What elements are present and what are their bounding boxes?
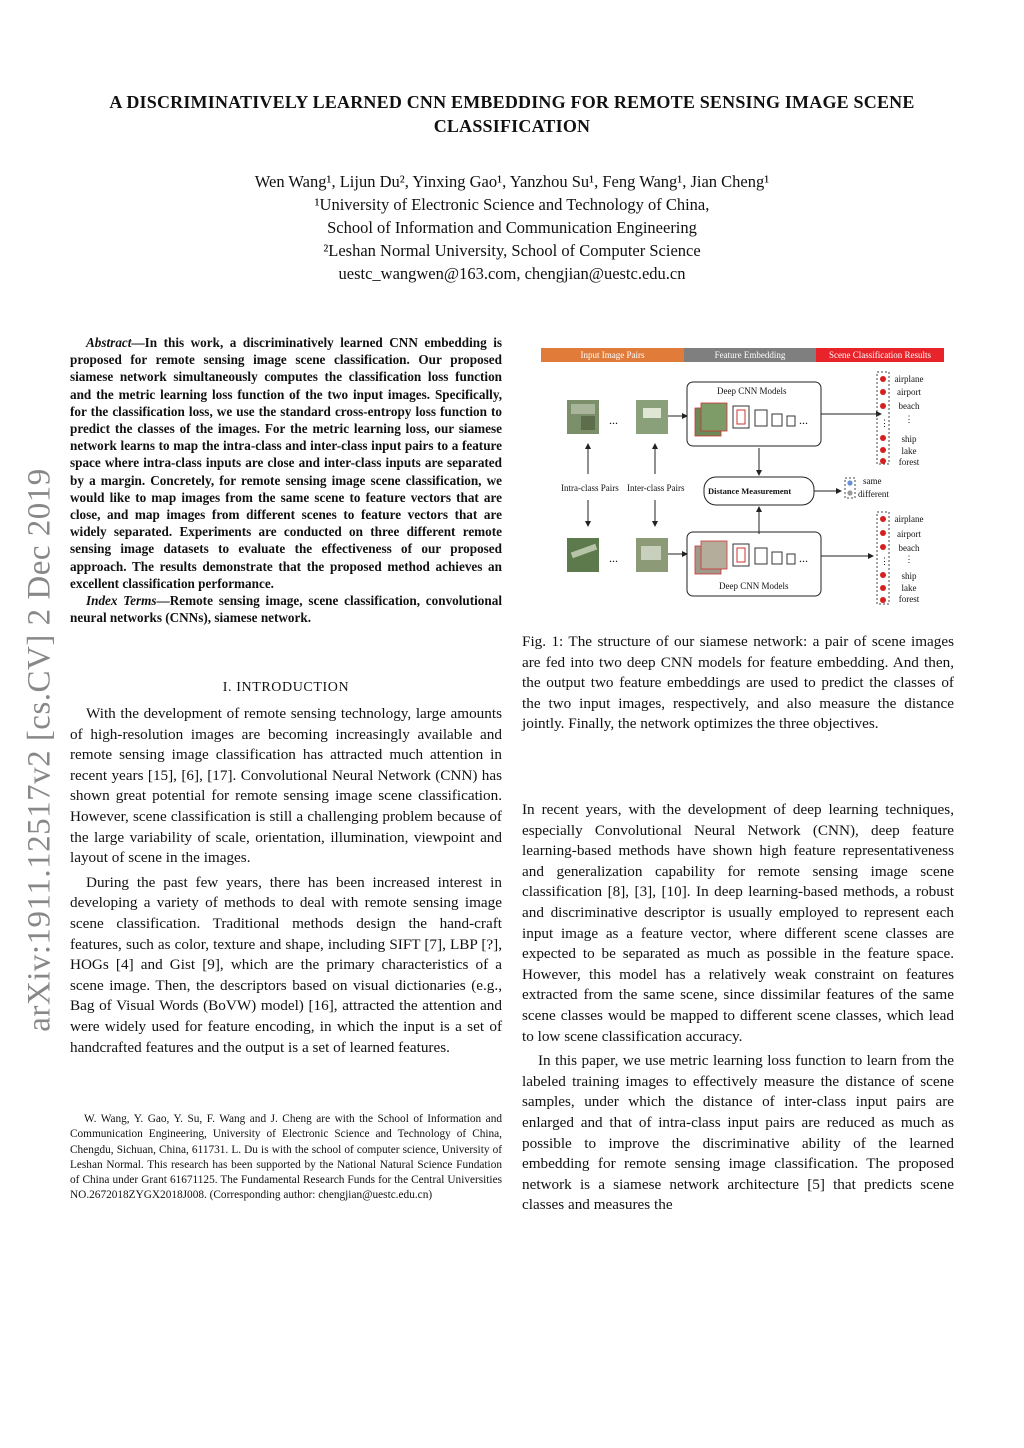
header-input-pairs: Input Image Pairs bbox=[541, 348, 684, 362]
affiliation-1-school: School of Information and Communication Engineering bbox=[327, 218, 697, 237]
same-label: same bbox=[863, 476, 882, 486]
svg-text:...: ... bbox=[799, 413, 808, 427]
bottom-cnn-label: Deep CNN Models bbox=[719, 581, 789, 591]
top-images-ellipsis: ... bbox=[609, 413, 618, 427]
intro-paragraph-1: With the development of remote sensing technology, large amounts of high-resolution images are becoming increasingly available and remote sensing image classification has attracted much attention in recent years [15], [6], [17]. Convolutional Neural Network (CNN) has shown great potential for remote sensing image scene classification. However, scene classification is still a challenging problem because of the large variability of scale, orientation, illumination, viewpoint and layout of scene in the images. bbox=[70, 705, 502, 867]
svg-text:...: ... bbox=[799, 551, 808, 565]
bottom-class-forest: forest bbox=[898, 594, 920, 604]
top-cnn-label: Deep CNN Models bbox=[717, 386, 787, 396]
header-feature-embedding: Feature Embedding bbox=[684, 348, 816, 362]
author-names: Wen Wang¹, Lijun Du², Yinxing Gao¹, Yanzhou Su¹, Feng Wang¹, Jian Cheng¹ bbox=[254, 172, 770, 191]
author-block bbox=[60, 170, 964, 285]
abstract-text: —In this work, a discriminatively learned CNN embedding is proposed for remote sensing image scene classification. Our proposed siamese network simultaneously computes the classification loss function and the metric learning loss function of the two input images. Specifically, for the classification loss, we use the standard cross-entropy loss function to predict the classes of the images. For the metric learning loss, our siamese network learns to map the intra-class and inter-class input pairs to a feature space where intra-class inputs are close and inter-class inputs are separated by a margin. Concretely, for remote sensing image scene classification, we would like to map images from the same scene to feature vectors that are close, and map images from different scenes to feature vectors that are widely separated. Experiments are conducted on three different remote sensing image datasets to evaluate the effectiveness of our proposed approach. The results demonstrate that the proposed method achieves an excellent classification performance. bbox=[70, 335, 502, 591]
section-heading-introduction: I. INTRODUCTION bbox=[222, 680, 350, 695]
bottom-class-lake: lake bbox=[901, 583, 917, 593]
right-paragraph-1: In recent years, with the development of deep learning techniques, especially Convolutional Neural Network (CNN), deep feature learning-based methods have shown high feature representativeness and generalization capability for remote sensing image scene classification [8], [3], [10]. In deep learning-based methods, a robust and discriminative descriptor is usually employed to represent each input image as a feature vector, where different scene classes are expected to be separated as much as possible in the feature space. However, this model has a relatively weak constraint on features extracted from the same scene, since dissimilar features of the same scene classes would be mapped to different scene classes, which lead to low scene classification accuracy. bbox=[522, 801, 954, 1045]
intro-paragraph-2: During the past few years, there has been increased interest in developing a variety of methods to deal with remote sensing image scene classification. Traditional methods design the hand-craft features, such as color, texture and shape, including SIFT [7], LBP [?], HOGs [4] and Gist [9], which are the primary characteristics of a scene image. Then, the descriptors based on visual dictionaries (e.g., Bag of Visual Words (BoVW) model) [16], attracted the attention and were widely used for feature encoding, in which the input is a set of handcrafted features and the output is a set of learned features. bbox=[70, 873, 502, 1056]
inter-class-pairs-label: Inter-class Pairs bbox=[627, 483, 685, 493]
paper-title: A DISCRIMINATIVELY LEARNED CNN EMBEDDING FOR REMOTE SENSING IMAGE SCENE CLASSIFICATION bbox=[109, 92, 915, 136]
bottom-class-beach: beach bbox=[898, 543, 920, 553]
distance-measurement-label: Distance Measurement bbox=[708, 486, 792, 496]
figure-1-caption: Fig. 1: The structure of our siamese network: a pair of scene images are fed into two deep CNN models for feature embedding. And then, the output two feature embeddings are used to predict the classes of the two input images, respectively, and also measure the distance jointly. Finally, the network optimizes the three objectives. bbox=[522, 633, 954, 733]
bottom-images-ellipsis: ... bbox=[609, 551, 618, 565]
top-class-airplane: airplane bbox=[894, 374, 924, 384]
top-class-beach: beach bbox=[898, 401, 920, 411]
figure-1 bbox=[541, 348, 944, 610]
author-emails: uestc_wangwen@163.com, chengjian@uestc.edu.cn bbox=[338, 264, 686, 283]
abstract-label: Abstract bbox=[86, 335, 132, 350]
different-label: different bbox=[858, 489, 889, 499]
svg-text:⋮: ⋮ bbox=[880, 418, 889, 428]
top-class-lake: lake bbox=[901, 446, 917, 456]
bottom-class-airplane: airplane bbox=[894, 514, 924, 524]
bottom-class-ellipsis: ⋮ bbox=[904, 554, 914, 564]
right-paragraph-2: In this paper, we use metric learning loss function to learn from the labeled training images to effectively measure the distance of scene samples, under which the distance of inter-class input pairs are enlarged and that of intra-class input pairs are reduced as much as possible to improve the discriminative ability of the learned embedding for remote sensing image classification. The proposed network is a siamese network architecture [5] that predicts scene classes and measures the bbox=[522, 1052, 954, 1214]
top-class-ellipsis: ⋮ bbox=[904, 414, 914, 424]
arxiv-stamp: arXiv:1911.12517v2 [cs.CV] 2 Dec 2019 bbox=[21, 468, 58, 1032]
intro-body bbox=[70, 704, 502, 1062]
affiliation-1: ¹University of Electronic Science and Technology of China, bbox=[314, 195, 710, 214]
footnote: W. Wang, Y. Gao, Y. Su, F. Wang and J. Cheng are with the School of Information and Communication Engineering, University of Electronic Science and Technology of China, Chengdu, Sichuan, China, 611731. L. Du is with the school of computer science, University of Leshan Normal. This research has been supported by the National Natural Science Fundation of China under Grant 61671125. The Fundamental Research Funds for the Central Universities NO.2672018ZYGX2018J008. (Corresponding author: chengjian@uestc.edu.cn) bbox=[70, 1113, 502, 1202]
svg-text:⋮: ⋮ bbox=[880, 556, 889, 566]
top-class-forest: forest bbox=[898, 457, 920, 467]
top-class-ship: ship bbox=[901, 434, 917, 444]
header-classification-results: Scene Classification Results bbox=[816, 348, 944, 362]
abstract bbox=[70, 334, 502, 626]
intra-class-pairs-label: Intra-class Pairs bbox=[561, 483, 619, 493]
bottom-class-ship: ship bbox=[901, 571, 917, 581]
top-class-airport: airport bbox=[897, 387, 921, 397]
affiliation-2: ²Leshan Normal University, School of Computer Science bbox=[323, 241, 701, 260]
index-terms-label: Index Terms bbox=[86, 593, 157, 609]
index-terms-text: —Remote sensing image, scene classification, convolutional neural networks (CNNs), siamese network. bbox=[70, 593, 502, 626]
right-column-body bbox=[522, 800, 954, 1220]
bottom-class-airport: airport bbox=[897, 529, 921, 539]
